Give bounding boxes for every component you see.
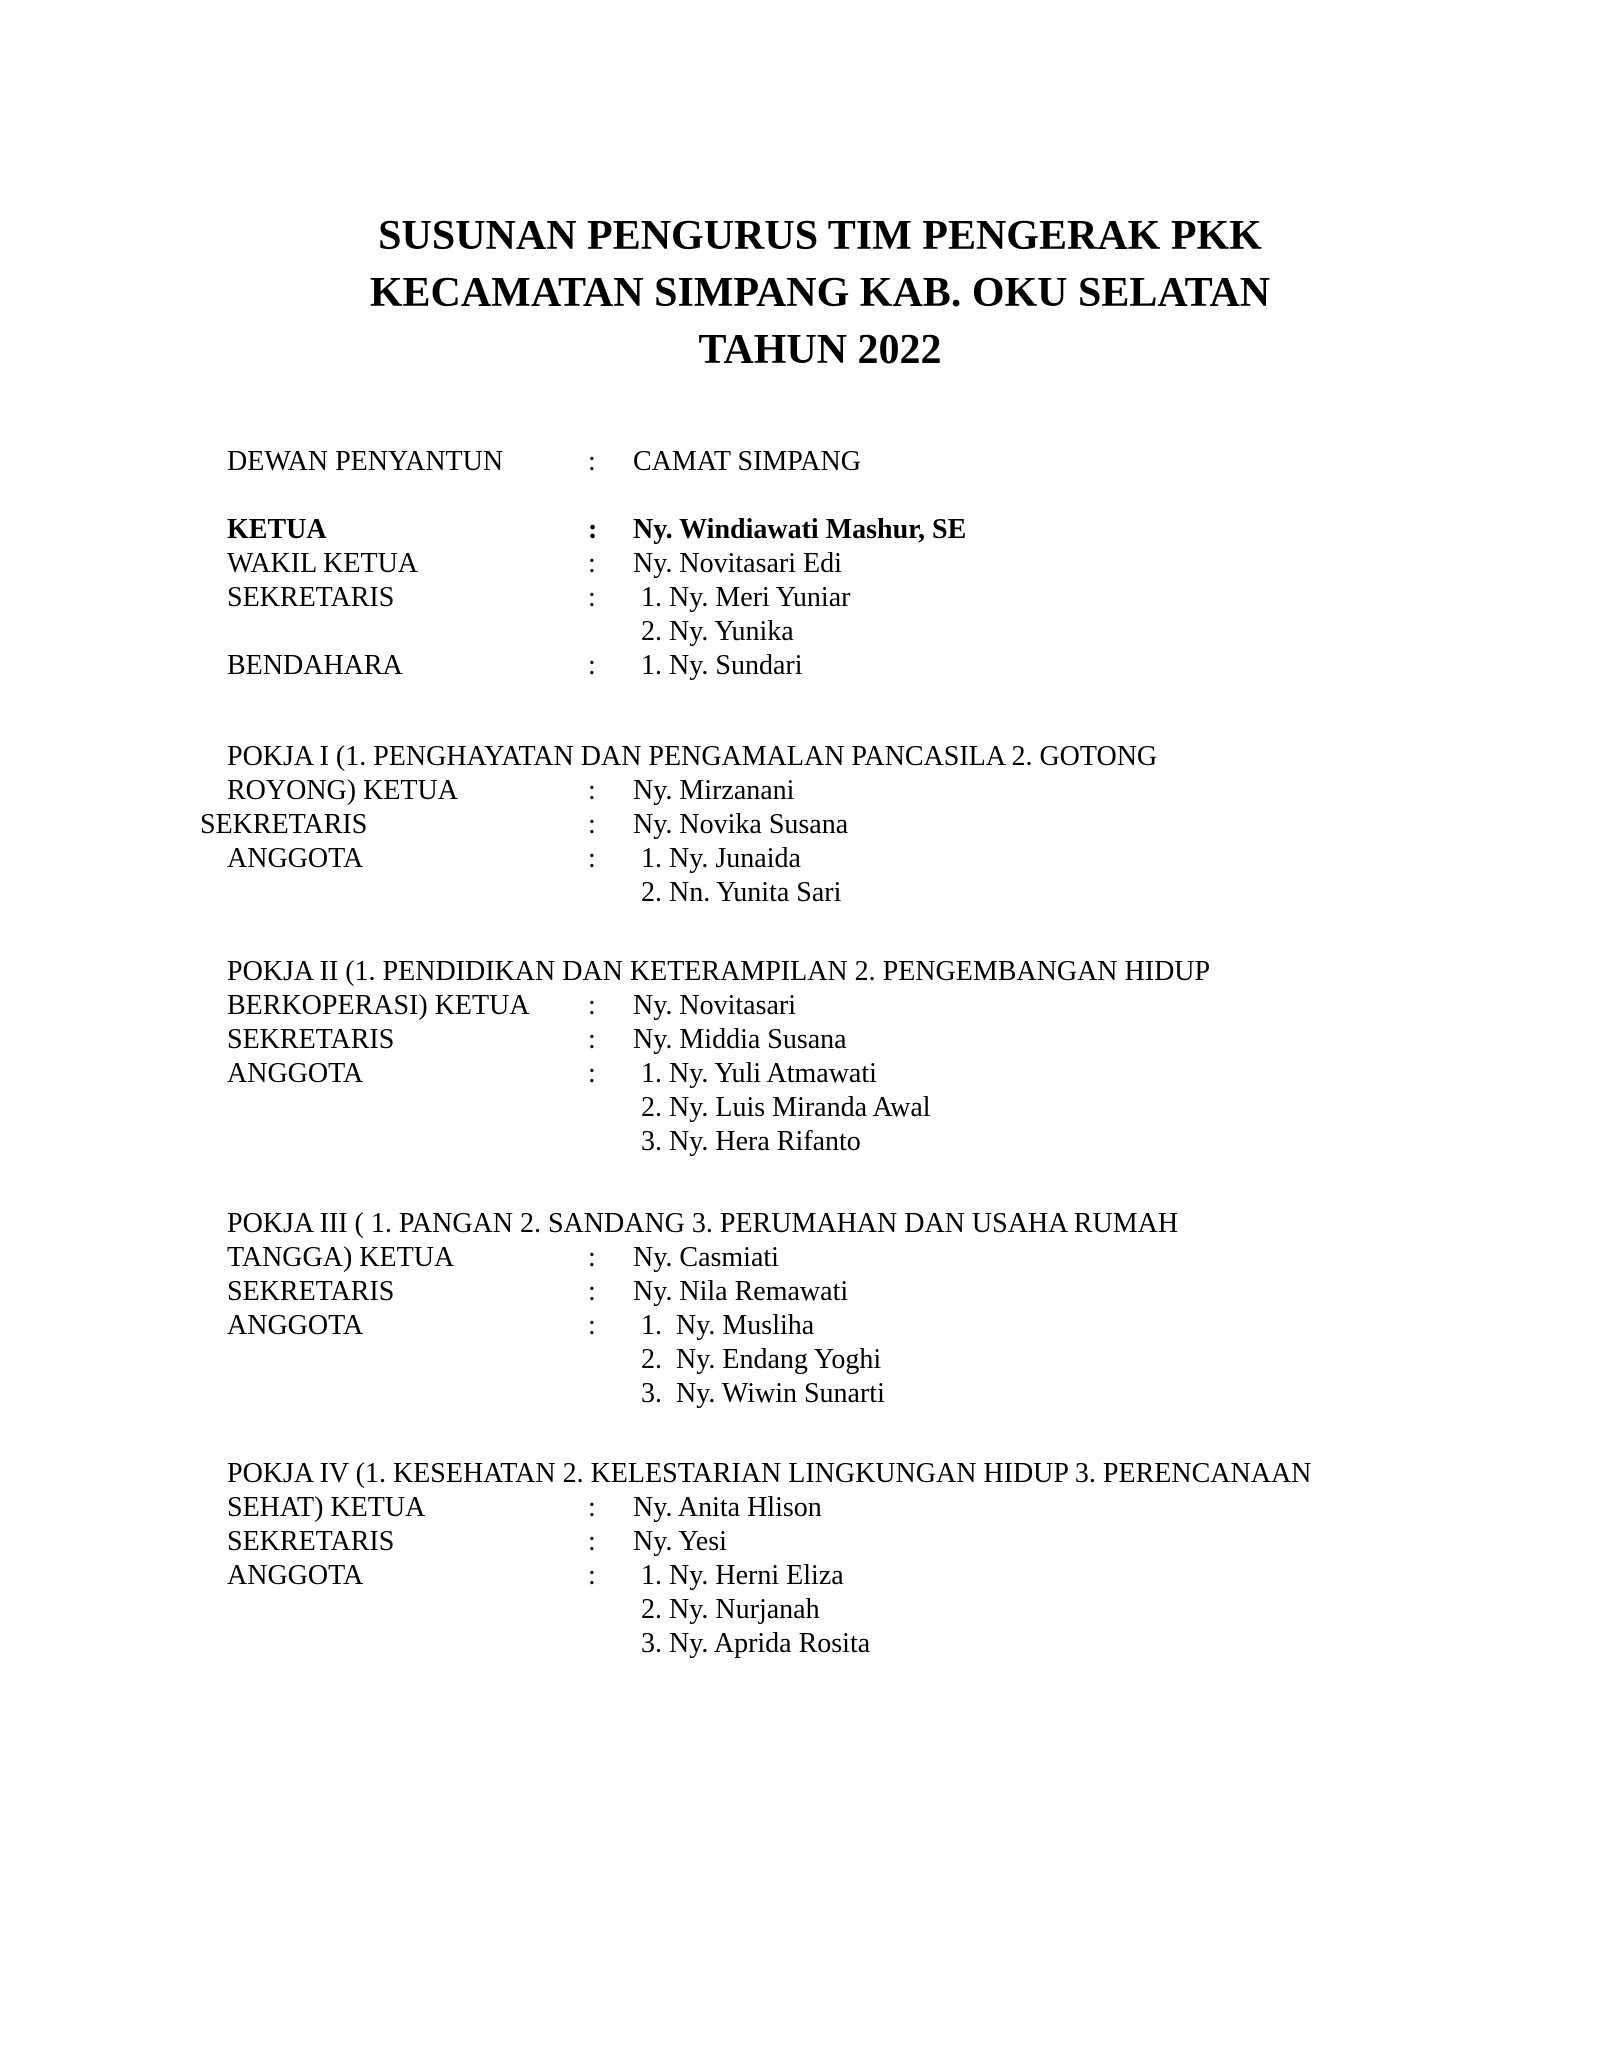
row-value: 1. Ny. Sundari [641, 650, 803, 681]
row-label: SEKRETARIS [227, 1526, 395, 1557]
row-label: ANGGOTA [227, 843, 364, 874]
colon-separator: : [588, 582, 596, 613]
document-row [227, 1491, 1547, 1525]
document-body [200, 445, 1547, 1661]
document-row [227, 513, 1547, 547]
document-row [227, 1057, 1547, 1091]
colon-separator: : [588, 446, 596, 477]
row-value: Ny. Yesi [633, 1526, 727, 1557]
row-value: 2. Ny. Yunika [641, 616, 794, 647]
row-label: SEHAT) KETUA [227, 1492, 426, 1523]
row-value: 3. Ny. Aprida Rosita [641, 1628, 871, 1659]
colon-separator: : [588, 1058, 596, 1089]
row-label: SEKRETARIS [227, 1024, 395, 1055]
document-row [227, 1627, 1547, 1661]
section-header: POKJA IV (1. KESEHATAN 2. KELESTARIAN LINGKUNGAN HIDUP 3. PERENCANAAN [227, 1458, 1312, 1489]
section-header: POKJA II (1. PENDIDIKAN DAN KETERAMPILAN 2. PENGEMBANGAN HIDUP [227, 956, 1211, 987]
colon-separator: : [588, 990, 596, 1021]
row-value: 1. Ny. Meri Yuniar [641, 582, 851, 613]
row-value: 1. Ny. Yuli Atmawati [641, 1058, 877, 1089]
document-title [227, 208, 1413, 379]
row-value: Ny. Novitasari Edi [633, 548, 842, 579]
document-section [227, 955, 1547, 1159]
document-row [227, 774, 1547, 808]
document-row [227, 1275, 1547, 1309]
colon-separator: : [588, 1526, 596, 1557]
row-label: WAKIL KETUA [227, 548, 419, 579]
colon-separator: : [588, 1560, 596, 1591]
row-value: Ny. Casmiati [633, 1242, 779, 1273]
row-value: 1. Ny. Junaida [641, 843, 801, 874]
colon-separator: : [588, 843, 596, 874]
row-value: 1. Ny. Herni Eliza [641, 1560, 844, 1591]
colon-separator: : [588, 1276, 596, 1307]
colon-separator: : [588, 1024, 596, 1055]
row-value: 2. Ny. Nurjanah [641, 1594, 820, 1625]
document-title-line-1: SUSUNAN PENGURUS TIM PENGERAK PKK [378, 213, 1262, 259]
document-row [227, 989, 1547, 1023]
row-value: CAMAT SIMPANG [633, 446, 861, 477]
row-value: Ny. Novitasari [633, 990, 797, 1021]
row-value: 2. Ny. Endang Yoghi [641, 1344, 882, 1375]
document-row [227, 445, 1547, 479]
row-value: Ny. Nila Remawati [633, 1276, 849, 1307]
row-value: 1. Ny. Musliha [641, 1310, 815, 1341]
document-row [227, 1241, 1547, 1275]
colon-separator: : [588, 548, 596, 579]
row-label: ANGGOTA [227, 1310, 364, 1341]
document-row [227, 1559, 1547, 1593]
document-row [227, 1593, 1547, 1627]
document-row [227, 1091, 1547, 1125]
document-row [227, 547, 1547, 581]
row-value: 2. Ny. Luis Miranda Awal [641, 1092, 931, 1123]
document-row [227, 1377, 1547, 1411]
document-row [227, 842, 1547, 876]
row-value: Ny. Middia Susana [633, 1024, 847, 1055]
row-value: Ny. Anita Hlison [633, 1492, 822, 1523]
row-label: BENDAHARA [227, 650, 403, 681]
row-label: ROYONG) KETUA [227, 775, 458, 806]
row-value: Ny. Windiawati Mashur, SE [633, 514, 967, 545]
row-value: Ny. Novika Susana [633, 809, 849, 840]
colon-separator: : [588, 775, 596, 806]
row-label: SEKRETARIS [227, 1276, 395, 1307]
row-label: KETUA [227, 514, 327, 545]
document-title-line-2: KECAMATAN SIMPANG KAB. OKU SELATAN [369, 270, 1271, 316]
row-label: BERKOPERASI) KETUA [227, 990, 530, 1021]
row-label: SEKRETARIS [200, 809, 368, 840]
document-section [227, 513, 1547, 683]
document-section [227, 1457, 1547, 1661]
document-row [227, 1125, 1547, 1159]
colon-separator: : [588, 514, 598, 545]
colon-separator: : [588, 650, 596, 681]
document-section [227, 1207, 1547, 1411]
document-row [227, 581, 1547, 615]
document-row [227, 1343, 1547, 1377]
colon-separator: : [588, 809, 596, 840]
document-row [200, 808, 1547, 842]
colon-separator: : [588, 1242, 596, 1273]
row-value: 2. Nn. Yunita Sari [641, 877, 842, 908]
colon-separator: : [588, 1310, 596, 1341]
section-header: POKJA III ( 1. PANGAN 2. SANDANG 3. PERUMAHAN DAN USAHA RUMAH [227, 1208, 1179, 1239]
row-value: 3. Ny. Wiwin Sunarti [641, 1378, 885, 1409]
document-row [227, 1525, 1547, 1559]
row-label: ANGGOTA [227, 1058, 364, 1089]
document-row [227, 615, 1547, 649]
row-label: TANGGA) KETUA [227, 1242, 455, 1273]
row-label: ANGGOTA [227, 1560, 364, 1591]
row-label: SEKRETARIS [227, 582, 395, 613]
document-section [227, 445, 1547, 479]
document-row [227, 649, 1547, 683]
row-value: 3. Ny. Hera Rifanto [641, 1126, 861, 1157]
document-row [227, 876, 1547, 910]
document-row [227, 1309, 1547, 1343]
document-section [200, 740, 1547, 910]
row-value: Ny. Mirzanani [633, 775, 795, 806]
document-row [227, 1023, 1547, 1057]
document-title-line-3: TAHUN 2022 [698, 327, 942, 373]
row-label: DEWAN PENYANTUN [227, 446, 504, 477]
section-header: POKJA I (1. PENGHAYATAN DAN PENGAMALAN PANCASILA 2. GOTONG [227, 741, 1158, 772]
colon-separator: : [588, 1492, 596, 1523]
